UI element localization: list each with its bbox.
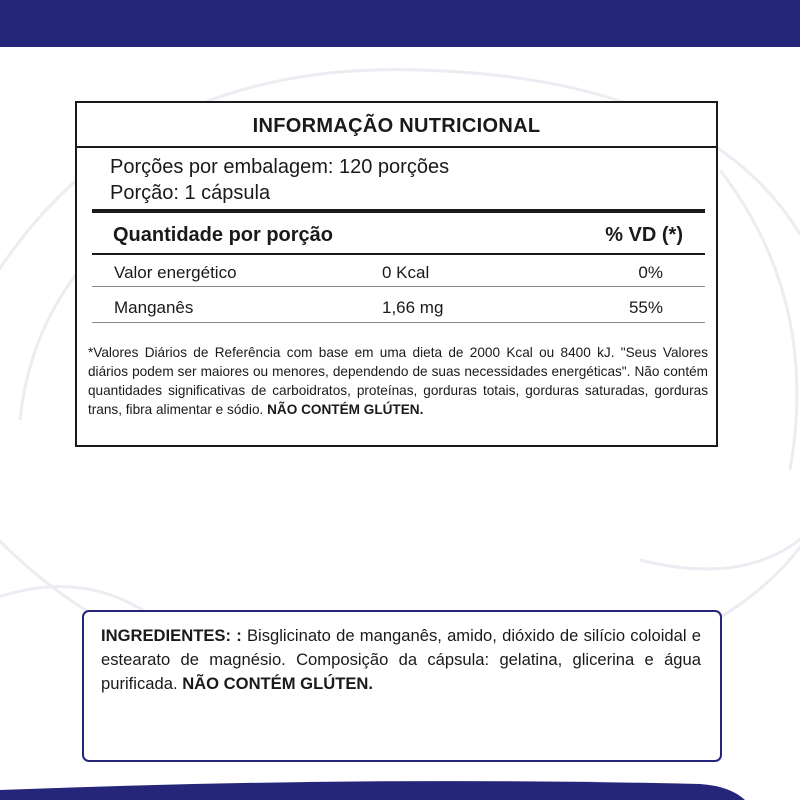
row-energy-dv: 0% bbox=[638, 263, 663, 282]
ingredients-box bbox=[82, 610, 722, 762]
ingredients-list: Bisglicinato de manganês, amido, dióxido de silício coloidal e estearato de magnésio. Composição da cápsula: gelatina, glicerina e água purificada. bbox=[101, 626, 701, 693]
divider-thick bbox=[92, 209, 705, 213]
nutrition-facts-table bbox=[75, 101, 718, 447]
divider-row bbox=[92, 286, 705, 287]
serving-size: Porção: 1 cápsula bbox=[110, 182, 271, 204]
header-daily-value: % VD (*) bbox=[605, 224, 683, 246]
divider-header bbox=[92, 253, 705, 255]
header-quantity: Quantidade por porção bbox=[113, 224, 334, 246]
nutrition-footnote bbox=[88, 343, 708, 419]
row-manganese-dv: 55% bbox=[628, 298, 663, 317]
row-energy-amount: 0 Kcal bbox=[382, 263, 430, 282]
nutrition-title: INFORMAÇÃO NUTRICIONAL bbox=[77, 103, 716, 148]
row-manganese-amount: 1,66 mg bbox=[382, 298, 444, 317]
gluten-free-notice: NÃO CONTÉM GLÚTEN. bbox=[267, 402, 424, 417]
footnote-text: *Valores Diários de Referência com base em uma dieta de 2000 Kcal ou 8400 kJ. "Seus Valores diários podem ser maiores ou menores, dependendo de suas necessidades energéticas". Não contém quantidades significativas de carboidratos, proteínas, gorduras totais, gorduras saturadas, gorduras trans, fibra alimentar e sódio. bbox=[88, 345, 708, 417]
row-manganese-name: Manganês bbox=[114, 298, 194, 317]
servings-per-package: Porções por embalagem: 120 porções bbox=[110, 156, 450, 178]
ingredients-label: INGREDIENTES: : bbox=[101, 626, 242, 645]
row-energy-name: Valor energético bbox=[114, 263, 237, 282]
divider-row bbox=[92, 322, 705, 323]
ingredients-gluten-notice: NÃO CONTÉM GLÚTEN. bbox=[182, 674, 374, 693]
ingredients-text bbox=[101, 624, 701, 696]
